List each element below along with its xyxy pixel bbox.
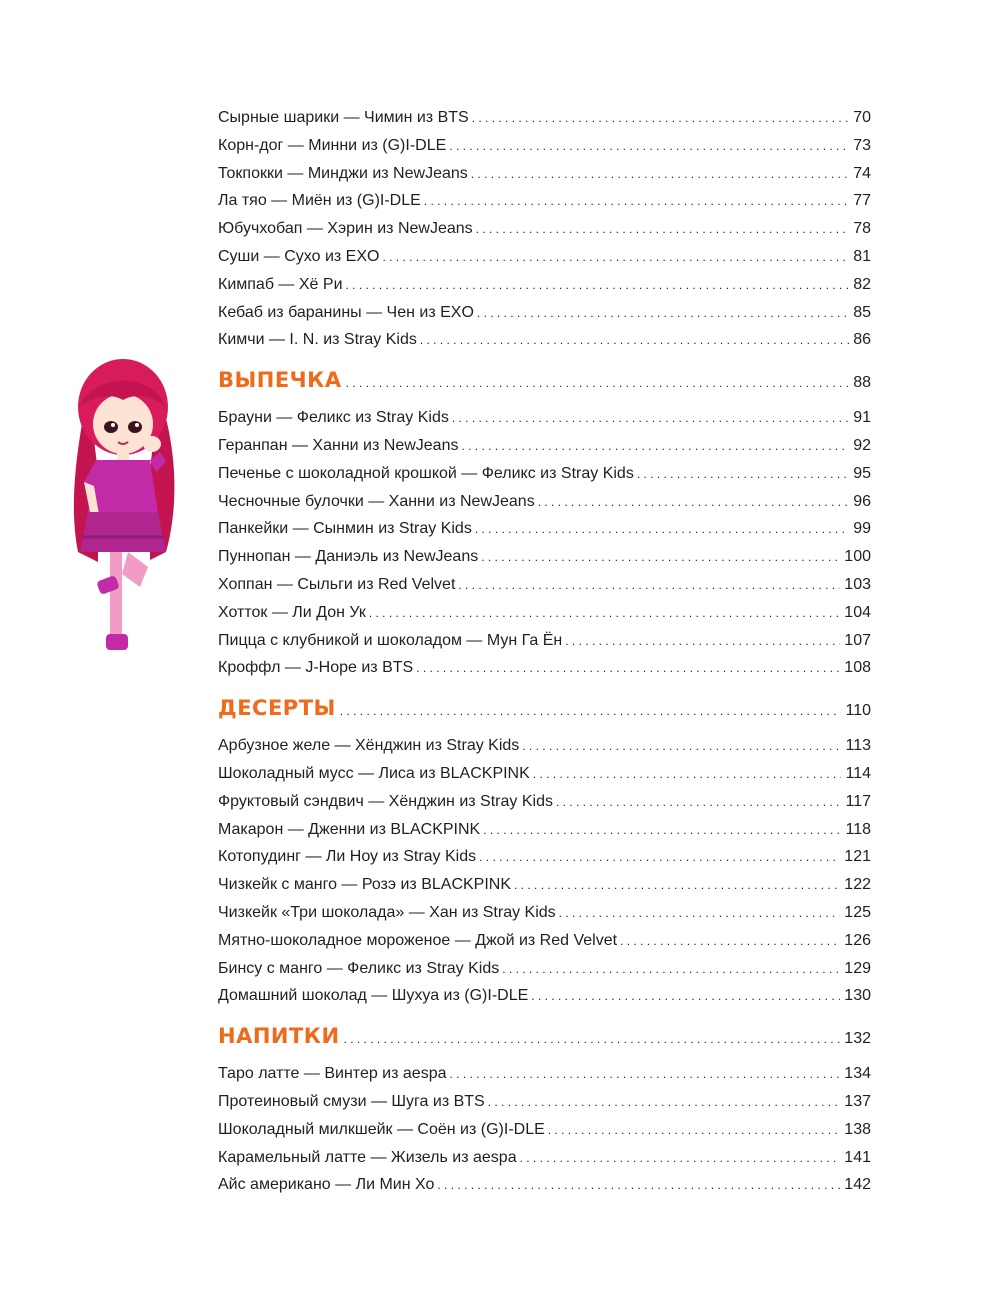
section-heading-title: ВЫПЕЧКА bbox=[218, 368, 342, 393]
toc-entry-page: 96 bbox=[853, 492, 871, 510]
toc-entry-page: 118 bbox=[845, 820, 871, 838]
toc-entry-title: Чизкейк «Три шоколада» — Хан из Stray Kids bbox=[218, 903, 556, 921]
dot-leader bbox=[479, 844, 840, 872]
toc-entry-page: 77 bbox=[853, 192, 871, 210]
toc-entry-page: 134 bbox=[844, 1065, 871, 1083]
toc-entry-page: 121 bbox=[844, 848, 871, 866]
toc-entry[interactable] bbox=[218, 1060, 871, 1088]
toc-entry-page: 92 bbox=[853, 436, 871, 454]
toc-entry-page: 126 bbox=[844, 931, 871, 949]
dot-leader bbox=[452, 405, 849, 433]
toc-entry[interactable] bbox=[218, 627, 871, 655]
toc-entry[interactable] bbox=[218, 488, 871, 516]
dot-leader bbox=[533, 761, 842, 789]
toc-entry[interactable] bbox=[218, 871, 871, 899]
toc-entry-title: Печенье с шоколадной крошкой — Феликс из Stray Kids bbox=[218, 464, 634, 482]
dot-leader bbox=[458, 572, 840, 600]
dot-leader bbox=[538, 489, 850, 517]
toc-entry[interactable] bbox=[218, 460, 871, 488]
dot-leader bbox=[382, 244, 849, 272]
toc-entry-title: Кебаб из баранины — Чен из EXO bbox=[218, 303, 474, 321]
toc-entry-title: Сырные шарики — Чимин из BTS bbox=[218, 109, 469, 126]
toc-entry-title: Айс американо — Ли Мин Хо bbox=[218, 1176, 435, 1194]
toc-entry-title: Хоппан — Сыльги из Red Velvet bbox=[218, 575, 456, 593]
toc-entry[interactable] bbox=[218, 1116, 871, 1144]
toc-entry[interactable] bbox=[218, 326, 871, 354]
toc-entry-title: Брауни — Феликс из Stray Kids bbox=[218, 409, 449, 427]
section-heading-page: 132 bbox=[844, 1030, 871, 1048]
dot-leader bbox=[475, 516, 849, 544]
dot-leader bbox=[449, 133, 849, 161]
toc-entry-page: 113 bbox=[845, 737, 871, 755]
dot-leader bbox=[476, 216, 850, 244]
toc-entry[interactable] bbox=[218, 816, 871, 844]
toc-entry[interactable] bbox=[218, 732, 871, 760]
dot-leader bbox=[514, 872, 840, 900]
toc-entry-page: 86 bbox=[853, 331, 871, 349]
toc-entry-title: Хотток — Ли Дон Ук bbox=[218, 603, 366, 621]
toc-entry[interactable] bbox=[218, 132, 871, 160]
dot-leader bbox=[520, 1145, 841, 1173]
toc-entry-title: Таро латте — Винтер из aespa bbox=[218, 1065, 447, 1083]
toc-entry-page: 85 bbox=[853, 303, 871, 321]
dot-leader bbox=[483, 817, 841, 845]
dot-leader bbox=[420, 327, 849, 355]
toc-entry-page: 104 bbox=[844, 603, 871, 621]
dot-leader bbox=[502, 956, 840, 984]
toc-entry-title: Суши — Сухо из EXO bbox=[218, 247, 380, 265]
toc-entry[interactable] bbox=[218, 215, 871, 243]
toc-entry-page: 129 bbox=[844, 959, 871, 977]
toc-entry[interactable] bbox=[218, 271, 871, 299]
dot-leader bbox=[344, 1032, 841, 1046]
toc-entry[interactable] bbox=[218, 927, 871, 955]
dot-leader bbox=[488, 1089, 841, 1117]
toc-entry[interactable] bbox=[218, 1088, 871, 1116]
toc-entry-page: 117 bbox=[845, 792, 871, 810]
toc-entry[interactable] bbox=[218, 187, 871, 215]
section-heading[interactable] bbox=[218, 1024, 871, 1060]
toc-entry-page: 91 bbox=[853, 409, 871, 427]
toc-entry-page: 107 bbox=[844, 631, 871, 649]
toc-entry[interactable] bbox=[218, 299, 871, 327]
toc-entry-page: 125 bbox=[844, 903, 871, 921]
toc-entry[interactable] bbox=[218, 1171, 871, 1199]
section-heading[interactable] bbox=[218, 368, 871, 404]
dot-leader bbox=[531, 983, 840, 1011]
toc-entry-title: Чесночные булочки — Ханни из NewJeans bbox=[218, 492, 535, 510]
toc-entry-title: Пуннопан — Даниэль из NewJeans bbox=[218, 548, 479, 566]
toc-entry[interactable] bbox=[218, 243, 871, 271]
toc-entry-page: 138 bbox=[844, 1120, 871, 1138]
toc-entry-page: 108 bbox=[844, 659, 871, 677]
dot-leader bbox=[416, 655, 840, 683]
toc-entry[interactable] bbox=[218, 543, 871, 571]
toc-entry-title: Ла тяо — Миён из (G)I-DLE bbox=[218, 192, 421, 210]
dot-leader bbox=[522, 733, 841, 761]
chibi-girl-illustration bbox=[58, 352, 188, 662]
toc-entry[interactable] bbox=[218, 515, 871, 543]
toc-entry-title: Протеиновый смузи — Шуга из BTS bbox=[218, 1092, 485, 1110]
dot-leader bbox=[565, 628, 840, 656]
toc-entry-title: Токпокки — Минджи из NewJeans bbox=[218, 164, 468, 182]
toc-entry[interactable] bbox=[218, 760, 871, 788]
dot-leader bbox=[340, 704, 842, 718]
toc-entry-page: 99 bbox=[853, 520, 871, 538]
toc-entry[interactable] bbox=[218, 955, 871, 983]
toc-entry-title: Котопудинг — Ли Ноу из Stray Kids bbox=[218, 848, 477, 866]
dot-leader bbox=[424, 188, 849, 216]
dot-leader bbox=[477, 300, 849, 328]
dot-leader bbox=[346, 376, 850, 390]
toc-entry-title: Фруктовый сэндвич — Хёнджин из Stray Kids bbox=[218, 792, 553, 810]
toc-entry[interactable] bbox=[218, 1144, 871, 1172]
toc-entry-page: 103 bbox=[844, 575, 871, 593]
dot-leader bbox=[548, 1117, 841, 1145]
toc-entry-page: 70 bbox=[853, 109, 871, 126]
section-heading-page: 88 bbox=[853, 374, 871, 392]
dot-leader bbox=[471, 161, 849, 189]
toc-entry-page: 130 bbox=[844, 987, 871, 1005]
toc-entry-page: 95 bbox=[853, 464, 871, 482]
toc-entry-title: Пицца с клубникой и шоколадом — Мун Га Ён bbox=[218, 631, 563, 649]
dot-leader bbox=[437, 1172, 840, 1200]
toc-entry-page: 82 bbox=[853, 275, 871, 293]
dot-leader bbox=[620, 928, 840, 956]
toc-entry-title: Корн-дог — Минни из (G)I-DLE bbox=[218, 136, 447, 154]
section-heading-title: НАПИТКИ bbox=[218, 1024, 340, 1049]
toc-entry-title: Мятно-шоколадное мороженое — Джой из Red Velvet bbox=[218, 931, 618, 949]
toc-entry-page: 73 bbox=[853, 136, 871, 154]
toc-entry-title: Бинсу с манго — Феликс из Stray Kids bbox=[218, 959, 500, 977]
dot-leader bbox=[559, 900, 841, 928]
table-of-contents bbox=[218, 104, 871, 1199]
toc-entry-page: 142 bbox=[844, 1176, 871, 1194]
toc-entry-page: 114 bbox=[845, 764, 871, 782]
toc-entry-title: Панкейки — Сынмин из Stray Kids bbox=[218, 520, 472, 538]
toc-entry[interactable] bbox=[218, 599, 871, 627]
section-heading-title: ДЕСЕРТЫ bbox=[218, 696, 336, 721]
toc-entry-title: Кроффл — J-Hope из BTS bbox=[218, 659, 414, 677]
toc-entry[interactable] bbox=[218, 432, 871, 460]
toc-entry-page: 100 bbox=[844, 548, 871, 566]
toc-entry-title: Кимчи — I. N. из Stray Kids bbox=[218, 331, 417, 349]
toc-entry[interactable] bbox=[218, 571, 871, 599]
toc-entry-title: Кимпаб — Хё Ри bbox=[218, 275, 343, 293]
toc-entry-page: 122 bbox=[844, 876, 871, 894]
dot-leader bbox=[346, 272, 850, 300]
toc-entry[interactable] bbox=[218, 788, 871, 816]
toc-entry-title: Шоколадный мусс — Лиса из BLACKPINK bbox=[218, 764, 530, 782]
toc-entry-page: 81 bbox=[853, 247, 871, 265]
toc-entry-page: 78 bbox=[853, 220, 871, 238]
dot-leader bbox=[481, 544, 840, 572]
dot-leader bbox=[369, 600, 840, 628]
toc-entry-title: Домашний шоколад — Шухуа из (G)I-DLE bbox=[218, 987, 529, 1005]
dot-leader bbox=[556, 789, 842, 817]
dot-leader bbox=[472, 105, 850, 133]
section-heading-page: 110 bbox=[845, 702, 871, 720]
dot-leader bbox=[637, 461, 849, 489]
dot-leader bbox=[461, 433, 849, 461]
toc-entry[interactable] bbox=[218, 104, 871, 132]
dot-leader bbox=[450, 1061, 841, 1089]
toc-entry-title: Шоколадный милкшейк — Соён из (G)I-DLE bbox=[218, 1120, 545, 1138]
toc-entry-title: Юбучхобап — Хэрин из NewJeans bbox=[218, 220, 473, 238]
toc-entry-page: 141 bbox=[844, 1148, 871, 1166]
toc-entry[interactable] bbox=[218, 404, 871, 432]
section-heading[interactable] bbox=[218, 696, 871, 732]
toc-entry-title: Макарон — Дженни из BLACKPINK bbox=[218, 820, 481, 838]
toc-entry-page: 74 bbox=[853, 164, 871, 182]
toc-entry[interactable] bbox=[218, 654, 871, 682]
toc-entry[interactable] bbox=[218, 899, 871, 927]
toc-entry[interactable] bbox=[218, 843, 871, 871]
toc-entry[interactable] bbox=[218, 982, 871, 1010]
toc-entry[interactable] bbox=[218, 160, 871, 188]
toc-entry-title: Геранпан — Ханни из NewJeans bbox=[218, 436, 459, 454]
toc-entry-title: Карамельный латте — Жизель из aespa bbox=[218, 1148, 517, 1166]
toc-entry-title: Чизкейк с манго — Розэ из BLACKPINK bbox=[218, 876, 512, 894]
toc-entry-page: 137 bbox=[844, 1092, 871, 1110]
toc-entry-title: Арбузное желе — Хёнджин из Stray Kids bbox=[218, 737, 520, 755]
